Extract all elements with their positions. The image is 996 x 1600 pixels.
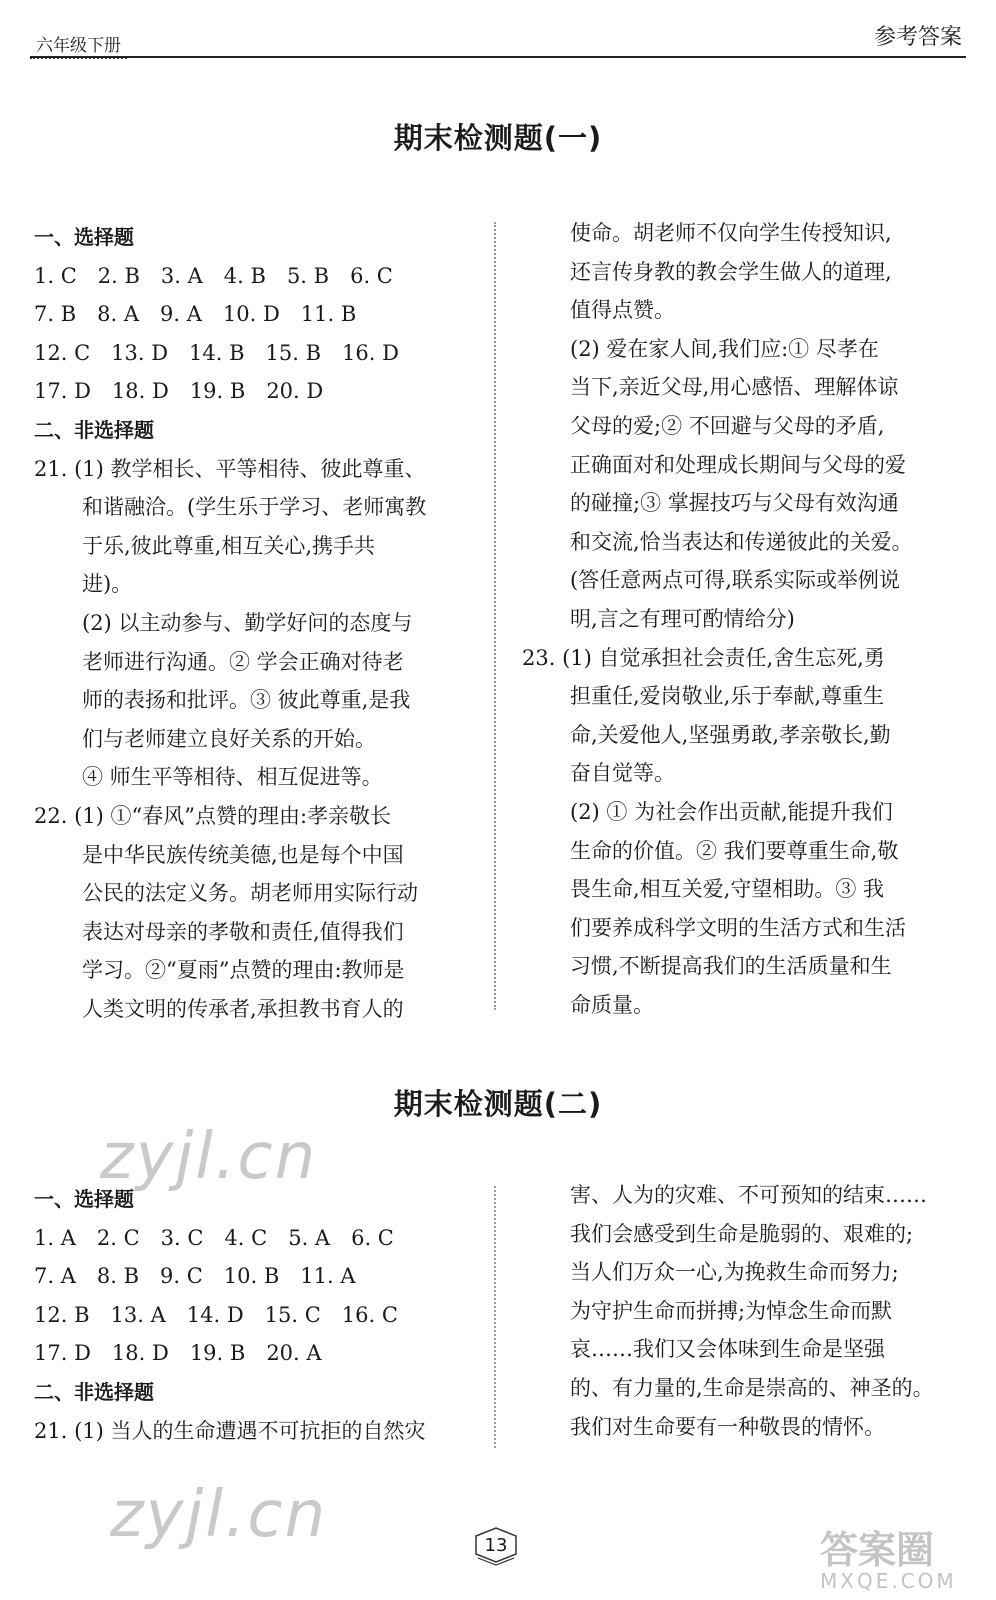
answer-line: 12. B 13. A 14. D 15. C 16. C bbox=[34, 1302, 398, 1327]
answer-line: 们要养成科学文明的生活方式和生活 bbox=[570, 915, 906, 940]
answer-line: (答任意两点可得,联系实际或举例说 bbox=[570, 568, 900, 593]
answer-line: 习惯,不断提高我们的生活质量和生 bbox=[570, 954, 892, 979]
answer-line: 畏生命,相互关爱,守望相助。③ 我 bbox=[570, 877, 885, 902]
answer-line: 17. D 18. D 19. B 20. A bbox=[34, 1341, 322, 1366]
answer-line: 进)。 bbox=[82, 572, 133, 597]
answer-line: 父母的爱;② 不回避与父母的矛盾, bbox=[570, 413, 885, 438]
exam1-left-column bbox=[34, 218, 426, 1028]
answer-line: 命,关爱他人,坚强勇敢,孝亲敬长,勤 bbox=[570, 722, 891, 747]
answer-line: 17. D 18. D 19. B 20. D bbox=[34, 379, 324, 404]
answer-line: 我们会感受到生命是脆弱的、艰难的; bbox=[570, 1221, 914, 1246]
answer-line: (2) 以主动参与、勤学好问的态度与 bbox=[82, 610, 413, 635]
exam1-right-column bbox=[522, 214, 913, 1024]
answer-line: 害、人为的灾难、不可预知的结束…… bbox=[570, 1183, 927, 1207]
corner-watermark-logo: 答案圈 bbox=[820, 1528, 935, 1572]
answer-line: 当下,亲近父母,用心感悟、理解体谅 bbox=[570, 375, 899, 400]
answer-line: 21. (1) 当人的生命遭遇不可抗拒的自然灾 bbox=[34, 1418, 426, 1443]
answer-line: 的碰撞;③ 掌握技巧与父母有效沟通 bbox=[570, 491, 899, 516]
section-heading: 一、选择题 bbox=[34, 1187, 134, 1211]
answer-line: 使命。胡老师不仅向学生传授知识, bbox=[570, 221, 892, 245]
answer-line: 值得点赞。 bbox=[570, 298, 675, 323]
reference-answers-title: 参考答案 bbox=[873, 25, 962, 50]
answer-line: 1. A 2. C 3. C 4. C 5. A 6. C bbox=[34, 1225, 394, 1250]
answer-line: 22. (1) ①“春风”点赞的理由:孝亲敬长 bbox=[34, 803, 392, 828]
answer-line: (2) 爱在家人间,我们应:① 尽孝在 bbox=[570, 336, 879, 361]
page-number: 13 bbox=[470, 1526, 522, 1566]
answer-line: 命质量。 bbox=[570, 992, 654, 1017]
answer-line: 表达对母亲的孝敬和责任,值得我们 bbox=[82, 919, 404, 944]
answer-line: 老师进行沟通。② 学会正确对待老 bbox=[82, 649, 404, 674]
exam2-title: 期末检测题(二) bbox=[393, 1087, 603, 1121]
section-heading: 二、非选择题 bbox=[34, 1379, 154, 1404]
answer-line: 奋自觉等。 bbox=[570, 761, 675, 786]
corner-watermark bbox=[820, 1530, 970, 1596]
section-heading: 一、选择题 bbox=[34, 225, 134, 249]
answer-line: ④ 师生平等相待、相互促进等。 bbox=[82, 765, 383, 790]
answer-line: 公民的法定义务。胡老师用实际行动 bbox=[82, 881, 418, 906]
site-watermark: zyjl.cn bbox=[100, 1120, 318, 1194]
answer-line: 正确面对和处理成长期间与父母的爱 bbox=[570, 452, 906, 477]
grade-tag: 六年级下册 bbox=[30, 30, 127, 59]
answer-line: 1. C 2. B 3. A 4. B 5. B 6. C bbox=[34, 263, 393, 288]
answer-line: 12. C 13. D 14. B 15. B 16. D bbox=[34, 340, 399, 365]
answer-line: 和谐融洽。(学生乐于学习、老师寓教 bbox=[82, 495, 427, 520]
answer-line: 是中华民族传统美德,也是每个中国 bbox=[82, 842, 404, 867]
answer-line: 人类文明的传承者,承担教书育人的 bbox=[82, 996, 404, 1021]
answer-line: 23. (1) 自觉承担社会责任,舍生忘死,勇 bbox=[522, 645, 885, 670]
exam1-title: 期末检测题(一) bbox=[393, 121, 603, 155]
answer-line: 师的表扬和批评。③ 彼此尊重,是我 bbox=[82, 688, 411, 713]
answer-line: 的、有力量的,生命是崇高的、神圣的。 bbox=[570, 1375, 934, 1400]
answer-line: 明,言之有理可酌情给分) bbox=[570, 606, 795, 631]
answer-line: 为守护生命而拼搏;为悼念生命而默 bbox=[570, 1298, 893, 1323]
answer-line: 学习。②“夏雨”点赞的理由:教师是 bbox=[82, 958, 405, 983]
answer-line: 21. (1) 教学相长、平等相待、彼此尊重、 bbox=[34, 456, 426, 481]
exam2-right-column bbox=[570, 1176, 934, 1446]
answer-line: (2) ① 为社会作出贡献,能提升我们 bbox=[570, 799, 893, 824]
section-heading: 二、非选择题 bbox=[34, 417, 154, 442]
answer-line: 哀……我们又会体味到生命是坚强 bbox=[570, 1337, 885, 1362]
answer-line: 于乐,彼此尊重,相互关心,携手共 bbox=[82, 533, 376, 558]
answer-line: 和交流,恰当表达和传递彼此的关爱。 bbox=[570, 529, 913, 554]
answer-line: 7. B 8. A 9. A 10. D 11. B bbox=[34, 302, 357, 327]
exam2-left-column bbox=[34, 1180, 426, 1450]
corner-watermark-url: MXQE.COM bbox=[820, 1569, 957, 1593]
answer-line: 当人们万众一心,为挽救生命而努力; bbox=[570, 1260, 899, 1285]
answer-line: 生命的价值。② 我们要尊重生命,敬 bbox=[570, 838, 899, 863]
answer-line: 7. A 8. B 9. C 10. B 11. A bbox=[34, 1264, 356, 1289]
site-watermark: zyjl.cn bbox=[110, 1478, 328, 1552]
column-divider bbox=[494, 1186, 496, 1448]
answer-line: 们与老师建立良好关系的开始。 bbox=[82, 726, 376, 751]
answer-line: 我们对生命要有一种敬畏的情怀。 bbox=[570, 1414, 885, 1439]
answer-line: 担重任,爱岗敬业,乐于奉献,尊重生 bbox=[570, 684, 885, 709]
column-divider bbox=[494, 222, 496, 1010]
header-rule bbox=[30, 56, 966, 58]
answer-line: 还言传身教的教会学生做人的道理, bbox=[570, 259, 892, 284]
